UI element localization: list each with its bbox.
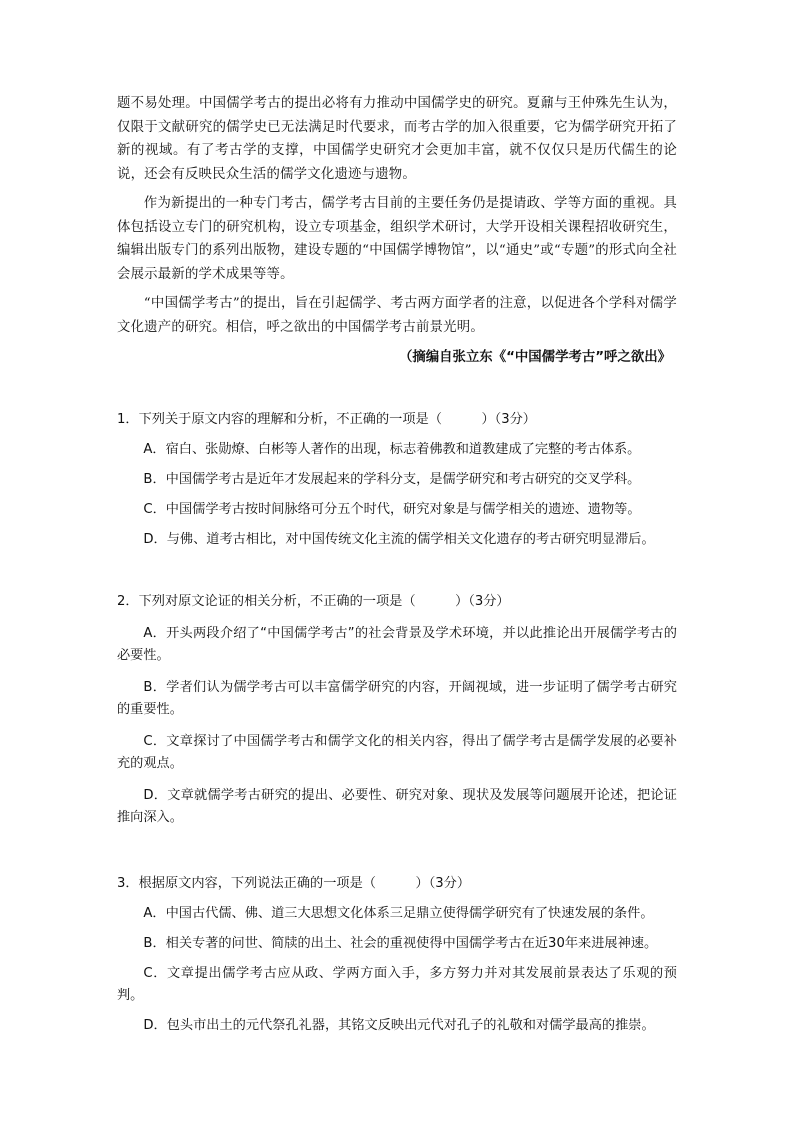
question-stem: 3．根据原文内容，下列说法正确的一项是（ ）（3分） <box>117 876 471 891</box>
option-b: B．学者们认为儒学考古可以丰富儒学研究的内容，开阔视域，进一步证明了儒学考古研究的重要性。 <box>117 680 677 717</box>
option-d: D．包头市出土的元代祭孔礼器，其铭文反映出元代对孔子的礼敬和对儒学最高的推崇。 <box>143 1018 655 1033</box>
passage-source: （摘编自张立东《“中国儒学考古”呼之欲出》 <box>398 350 671 365</box>
option-b: B．相关专著的问世、简牍的出土、社会的重视使得中国儒学考古在近30年来进展神速。 <box>143 936 658 951</box>
option-b: B．中国儒学考古是近年才发展起来的学科分支，是儒学研究和考古研究的交叉学科。 <box>143 472 641 487</box>
question-stem: 1．下列关于原文内容的理解和分析，不正确的一项是（ ）（3分） <box>117 412 536 427</box>
question-1 <box>117 409 677 551</box>
reading-passage <box>117 92 677 369</box>
exam-page <box>117 92 677 1037</box>
option-a: A．开头两段介绍了“中国儒学考古”的社会背景及学术环境，并以此推论出开展儒学考古的必要性。 <box>117 626 677 663</box>
option-a: A．中国古代儒、佛、道三大思想文化体系三足鼎立使得儒学研究有了快速发展的条件。 <box>143 906 654 921</box>
passage-paragraph-1: 题不易处理。中国儒学考古的提出必将有力推动中国儒学史的研究。夏鼐与王仲殊先生认为，仅限于文献研究的儒学史已无法满足时代要求，而考古学的加入很重要，它为儒学研究开拓了新的视域。有了考古学的支撑，中国儒学史研究才会更加丰富，就不仅仅只是历代儒生的论说，还会有反映民众生活的儒学文化遗迹与遗物。 <box>117 96 677 182</box>
question-2 <box>117 591 677 829</box>
passage-paragraph-2: 作为新提出的一种专门考古，儒学考古目前的主要任务仍是提请政、学等方面的重视。具体包括设立专门的研究机构，设立专项基金，组织学术研讨，大学开设相关课程招收研究生，编辑出版专门的系列出版物，建设专题的“中国儒学博物馆”，以“通史”或“专题”的形式向全社会展示最新的学术成果等等。 <box>117 196 677 282</box>
option-c: C．中国儒学考古按时间脉络可分五个时代，研究对象是与儒学相关的遗迹、遗物等。 <box>143 502 641 517</box>
option-c: C．文章提出儒学考古应从政、学两方面入手，多方努力并对其发展前景表达了乐观的预判。 <box>117 966 677 1003</box>
option-d: D．与佛、道考古相比，对中国传统文化主流的儒学相关文化遗存的考古研究明显滞后。 <box>143 532 655 547</box>
passage-paragraph-3: “中国儒学考古”的提出，旨在引起儒学、考古两方面学者的注意，以促进各个学科对儒学文化遗产的研究。相信，呼之欲出的中国儒学考古前景光明。 <box>117 296 677 335</box>
option-d: D．文章就儒学考古研究的提出、必要性、研究对象、现状及发展等问题展开论述，把论证推向深入。 <box>117 788 677 825</box>
question-stem: 2．下列对原文论证的相关分析，不正确的一项是（ ）（3分） <box>117 594 510 609</box>
question-3 <box>117 873 677 1037</box>
option-c: C．文章探讨了中国儒学考古和儒学文化的相关内容，得出了儒学考古是儒学发展的必要补充的观点。 <box>117 734 677 771</box>
option-a: A．宿白、张勋燎、白彬等人著作的出现，标志着佛教和道教建成了完整的考古体系。 <box>143 442 641 457</box>
